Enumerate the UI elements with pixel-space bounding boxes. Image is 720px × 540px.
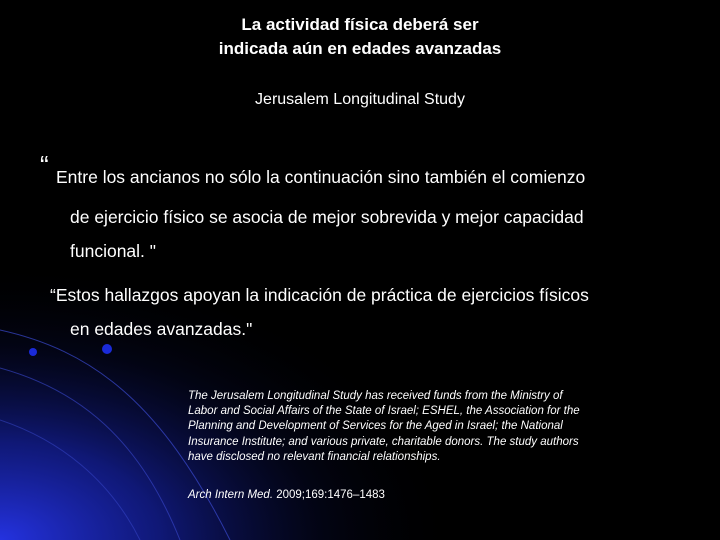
quote-open-mark: “: [40, 150, 49, 180]
decorative-dot-1: [29, 348, 37, 356]
funding-line-1: The Jerusalem Longitudinal Study has received funds from the Ministry of: [188, 390, 563, 402]
quote1-line-2: de ejercicio físico se asocia de mejor sobrevida y mejor capacidad: [70, 207, 584, 227]
funding-line-4: Insurance Institute; and various private, charitable donors. The study authors: [188, 435, 579, 448]
funding-line-5: have disclosed no relevant financial relationships.: [188, 450, 441, 463]
slide-title-line-1: La actividad física deberá ser: [241, 15, 479, 34]
funding-line-3: Planning and Development of Services for the Aged in Israel; the National: [188, 420, 563, 433]
quote2-line-2: en edades avanzadas.": [70, 319, 253, 339]
quote1-line-1: Entre los ancianos no sólo la continuación sino también el comienzo: [56, 167, 586, 187]
funding-note: [188, 389, 678, 465]
citation-details: 2009;169:1476–1483: [273, 489, 385, 501]
decorative-dot-2: [102, 344, 112, 354]
citation: [188, 488, 678, 503]
slide-title-line-2: indicada aún en edades avanzadas: [218, 39, 502, 58]
quote2-line-1: “Estos hallazgos apoyan la indicación de práctica de ejercicios físicos: [50, 285, 589, 305]
citation-journal: Arch Intern Med.: [188, 489, 274, 501]
funding-line-2: Labor and Social Affairs of the State of Israel; ESHEL, the Association for the: [188, 405, 580, 418]
quote1-line-3: funcional. ": [70, 241, 156, 261]
slide-subtitle: Jerusalem Longitudinal Study: [255, 91, 465, 108]
